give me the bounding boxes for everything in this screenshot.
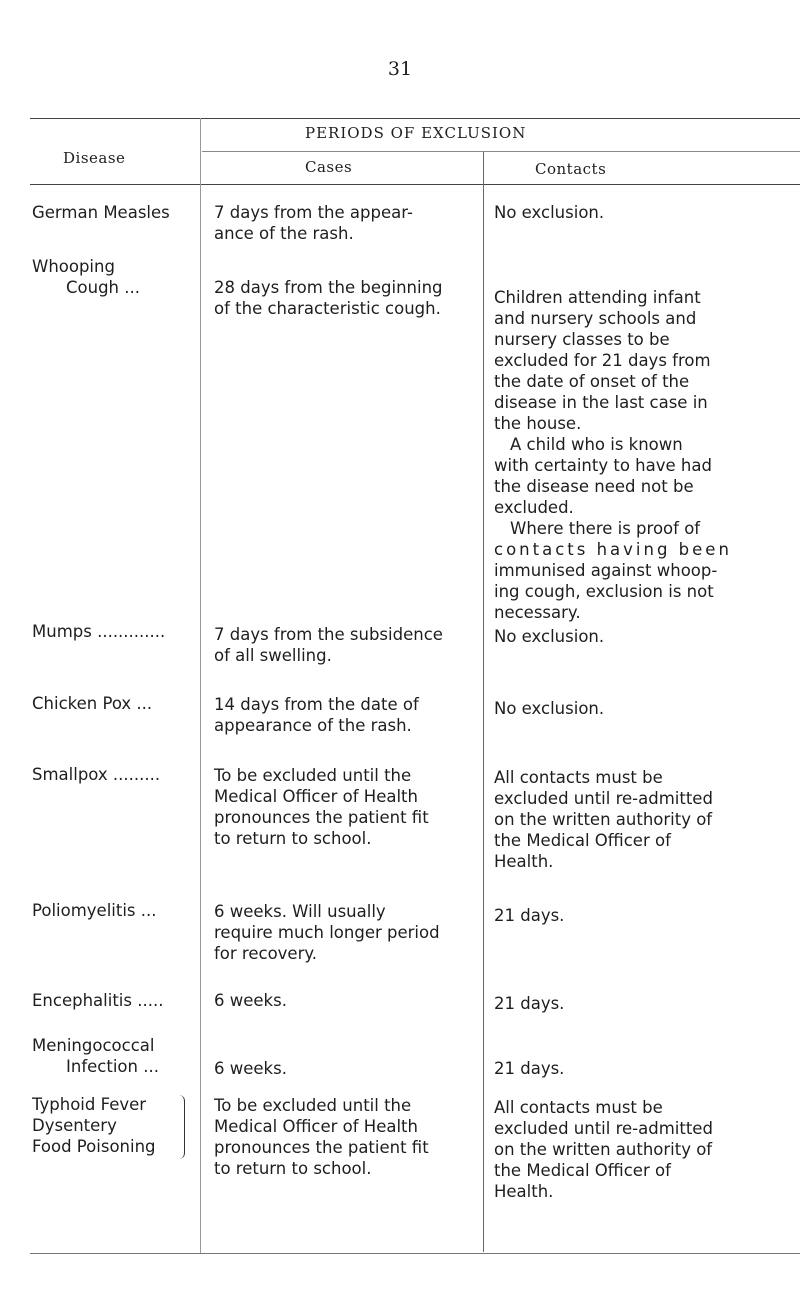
contacts-line: All contacts must be: [494, 1098, 663, 1117]
contacts-line: excluded until re-admitted: [494, 1119, 713, 1138]
periods-underline-rule: [202, 151, 800, 152]
page-number: 31: [387, 58, 413, 80]
contacts-line: nursery classes to be: [494, 330, 670, 349]
grouping-brace: [178, 1095, 185, 1159]
cases-line: 14 days from the date of: [214, 695, 419, 714]
cases-meningococcal-infection: [214, 1058, 287, 1079]
disease-line: Whooping: [32, 257, 115, 276]
disease-column-divider: [200, 118, 201, 1253]
cases-line: 6 weeks.: [214, 1059, 287, 1078]
contacts-smallpox: [494, 767, 773, 872]
cases-line: pronounces the patient fit: [214, 808, 429, 827]
header-bottom-rule: [30, 184, 800, 185]
disease-german-measles: [32, 202, 170, 223]
disease-line: Chicken Pox ...: [32, 694, 153, 713]
contacts-line: the Medical Officer of: [494, 1161, 671, 1180]
cases-line: To be excluded until the: [214, 1096, 412, 1115]
cases-german-measles: [214, 202, 413, 244]
disease-line: Meningococcal: [32, 1036, 155, 1055]
contacts-line: necessary.: [494, 603, 581, 622]
contacts-line: Where there is proof of: [510, 519, 701, 538]
cases-line: To be excluded until the: [214, 766, 412, 785]
disease-line: Encephalitis .....: [32, 991, 164, 1010]
disease-chicken-pox: [32, 693, 152, 714]
disease-line: Dysentery: [32, 1116, 117, 1135]
cases-line: of the characteristic cough.: [214, 299, 441, 318]
cases-line: Medical Officer of Health: [214, 787, 418, 806]
contacts-line: disease in the last case in: [494, 393, 708, 412]
cases-line: 6 weeks. Will usually: [214, 902, 386, 921]
cases-whooping-cough: [214, 277, 443, 319]
cases-line: to return to school.: [214, 829, 372, 848]
contacts-line: contacts having been: [494, 540, 732, 559]
cases-column-divider: [483, 152, 484, 1252]
cases-line: pronounces the patient fit: [214, 1138, 429, 1157]
disease-mumps: [32, 621, 165, 642]
contacts-typhoid-dysentery-food-poisoning: [494, 1097, 773, 1202]
contacts-meningococcal-infection: [494, 1058, 564, 1079]
cases-line: 7 days from the appear-: [214, 203, 413, 222]
cases-line: 6 weeks.: [214, 991, 287, 1010]
contacts-german-measles: [494, 202, 604, 223]
disease-line: Smallpox .........: [32, 765, 161, 784]
cases-line: 7 days from the subsidence: [214, 625, 443, 644]
contacts-line: the disease need not be: [494, 477, 694, 496]
disease-smallpox: [32, 764, 160, 785]
contacts-line: the date of onset of the: [494, 372, 690, 391]
contacts-line: 21 days.: [494, 906, 565, 925]
disease-line: Poliomyelitis ...: [32, 901, 157, 920]
contacts-line: excluded for 21 days from: [494, 351, 711, 370]
contacts-line: Health.: [494, 852, 554, 871]
contacts-line: Children attending infant: [494, 288, 701, 307]
cases-line: 28 days from the beginning: [214, 278, 443, 297]
contacts-line: the house.: [494, 414, 582, 433]
contacts-line: excluded until re-admitted: [494, 789, 713, 808]
cases-poliomyelitis: [214, 901, 472, 964]
cases-mumps: [214, 624, 443, 666]
disease-column-header: Disease: [63, 149, 126, 167]
disease-line: Cough ...: [66, 278, 140, 297]
contacts-line: A child who is known: [510, 435, 683, 454]
disease-line: Mumps .............: [32, 622, 166, 641]
contacts-line: ing cough, exclusion is not: [494, 582, 714, 601]
disease-whooping-cough: [32, 256, 140, 298]
contacts-line: No exclusion.: [494, 699, 605, 718]
periods-of-exclusion-heading: PERIODS OF EXCLUSION: [305, 124, 527, 142]
cases-smallpox: [214, 765, 472, 849]
cases-line: Medical Officer of Health: [214, 1117, 418, 1136]
disease-line: German Measles: [32, 203, 170, 222]
cases-line: of all swelling.: [214, 646, 332, 665]
contacts-line: Health.: [494, 1182, 554, 1201]
cases-line: ance of the rash.: [214, 224, 354, 243]
contacts-encephalitis: [494, 993, 564, 1014]
contacts-line: on the written authority of: [494, 810, 713, 829]
table-bottom-rule: [30, 1253, 800, 1254]
cases-line: for recovery.: [214, 944, 318, 963]
contacts-line: No exclusion.: [494, 627, 605, 646]
contacts-line: with certainty to have had: [494, 456, 712, 475]
contacts-line: No exclusion.: [494, 203, 605, 222]
disease-line: Infection ...: [66, 1057, 159, 1076]
disease-line: Typhoid Fever: [32, 1095, 147, 1114]
cases-typhoid-dysentery-food-poisoning: [214, 1095, 472, 1179]
disease-typhoid-dysentery-food-poisoning: [32, 1094, 156, 1157]
contacts-chicken-pox: [494, 698, 604, 719]
contacts-line: 21 days.: [494, 994, 565, 1013]
cases-line: require much longer period: [214, 923, 440, 942]
cases-chicken-pox: [214, 694, 419, 736]
cases-encephalitis: [214, 990, 287, 1011]
disease-meningococcal-infection: [32, 1035, 159, 1077]
contacts-poliomyelitis: [494, 905, 564, 926]
cases-column-header: Cases: [305, 158, 353, 176]
table-top-rule: [30, 118, 800, 119]
contacts-column-header: Contacts: [535, 160, 607, 178]
contacts-line: on the written authority of: [494, 1140, 713, 1159]
contacts-line: excluded.: [494, 498, 574, 517]
contacts-line: 21 days.: [494, 1059, 565, 1078]
disease-line: Food Poisoning: [32, 1137, 156, 1156]
contacts-mumps: [494, 626, 604, 647]
cases-line: to return to school.: [214, 1159, 372, 1178]
contacts-line: immunised against whoop-: [494, 561, 718, 580]
contacts-line: the Medical Officer of: [494, 831, 671, 850]
disease-encephalitis: [32, 990, 163, 1011]
contacts-line: and nursery schools and: [494, 309, 697, 328]
contacts-line: All contacts must be: [494, 768, 663, 787]
contacts-whooping-cough: [494, 287, 773, 623]
disease-poliomyelitis: [32, 900, 157, 921]
cases-line: appearance of the rash.: [214, 716, 412, 735]
